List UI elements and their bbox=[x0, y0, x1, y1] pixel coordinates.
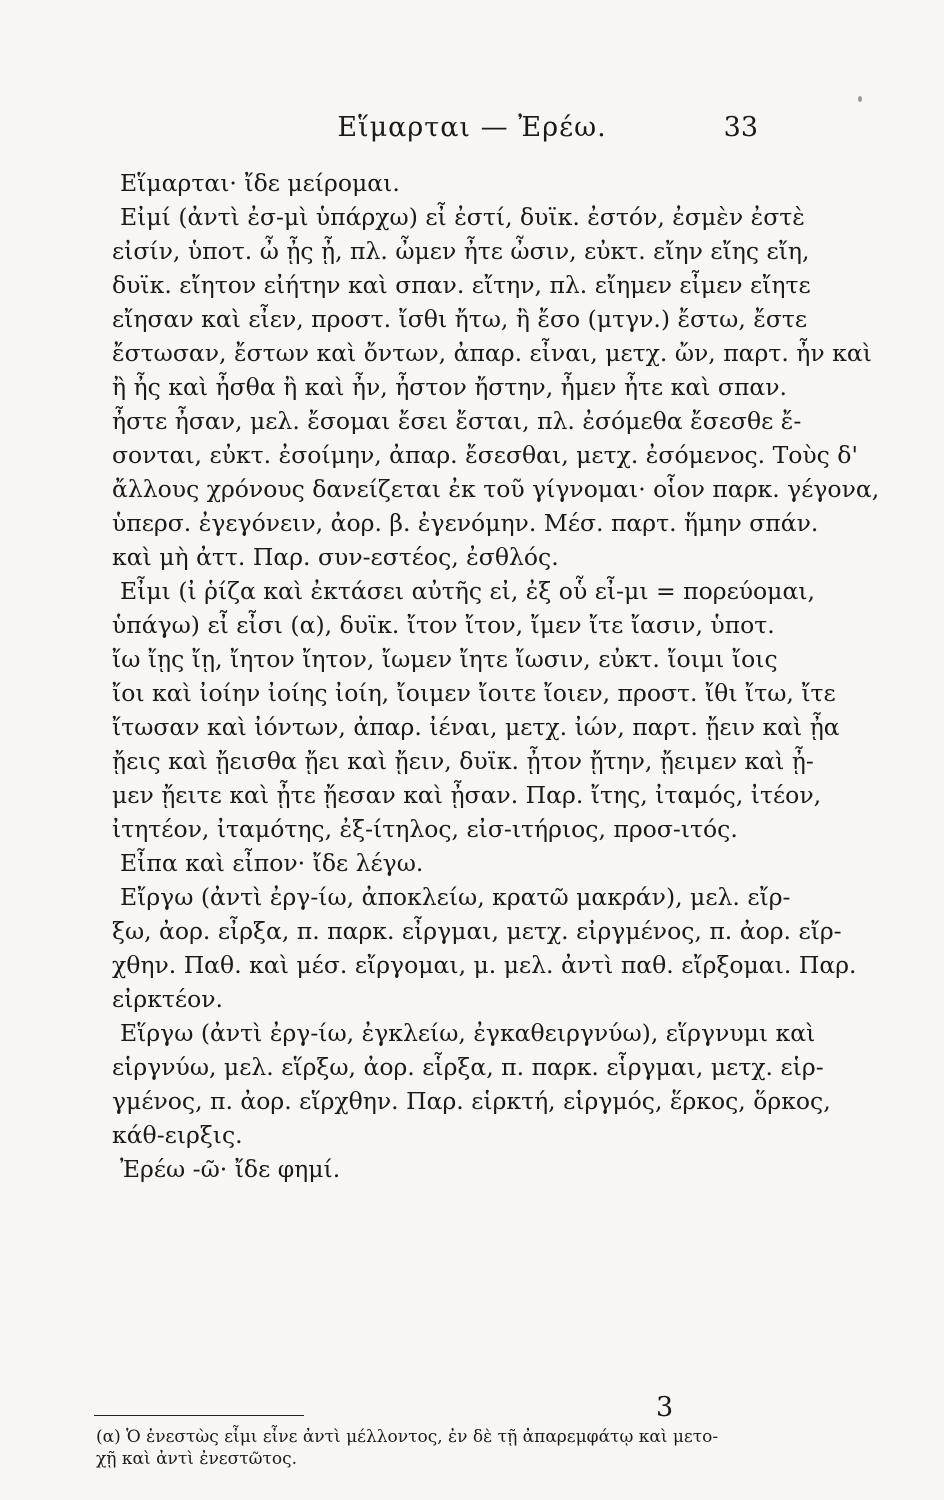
body-line: δυϊκ. εἴητον εἰήτην καὶ σπαν. εἴτην, πλ. εἴημεν εἶμεν εἴητε bbox=[112, 271, 811, 299]
body-line: εἰσίν, ὑποτ. ὦ ᾖς ᾖ, πλ. ὦμεν ἦτε ὦσιν, εὐκτ. εἴην εἴης εἴη, bbox=[112, 237, 810, 265]
body-line: Εἶμι (ἰ ῥίζα καὶ ἐκτάσει αὐτῆς εἰ, ἐξ οὗ εἶ-μι = πορεύομαι, bbox=[120, 577, 816, 605]
body-text bbox=[112, 166, 880, 1186]
body-line: εἱργνύω, μελ. εἵρξω, ἀορ. εἷρξα, π. παρκ. εἷργμαι, μετχ. εἱρ- bbox=[112, 1053, 824, 1081]
paper-speck bbox=[858, 96, 862, 102]
body-line: Εἶπα καὶ εἶπον· ἴδε λέγω. bbox=[120, 849, 424, 877]
body-line: Εἰμί (ἀντὶ ἐσ-μὶ ὑπάρχω) εἶ ἐστί, δυϊκ. ἐστόν, ἐσμὲν ἐστὲ bbox=[120, 203, 805, 231]
footnote bbox=[96, 1426, 768, 1470]
running-header-title: Εἵμαρται — Ἐρέω. bbox=[337, 112, 607, 143]
body-line: σονται, εὐκτ. ἐσοίμην, ἀπαρ. ἔσεσθαι, μετχ. ἐσόμενος. Τοὺς δ' bbox=[112, 441, 858, 469]
body-line: ἔστωσαν, ἔστων καὶ ὄντων, ἀπαρ. εἶναι, μετχ. ὤν, παρτ. ἦν καὶ bbox=[112, 339, 872, 367]
body-line: Εἵμαρται· ἴδε μείρομαι. bbox=[120, 169, 400, 197]
body-line: μεν ᾔειτε καὶ ᾖτε ᾔεσαν καὶ ᾖσαν. Παρ. ἴτης, ἰταμός, ἰτέον, bbox=[112, 781, 822, 809]
body-line: ἄλλους χρόνους δανείζεται ἐκ τοῦ γίγνομαι· οἷον παρκ. γέγονα, bbox=[112, 475, 880, 503]
body-line: ὑπερσ. ἐγεγόνειν, ἀορ. β. ἐγενόμην. Μέσ. παρτ. ἥμην σπάν. bbox=[112, 509, 819, 537]
body-line: ἴτωσαν καὶ ἰόντων, ἀπαρ. ἰέναι, μετχ. ἰών, παρτ. ᾔειν καὶ ᾖα bbox=[112, 713, 840, 741]
body-line: χθην. Παθ. καὶ μέσ. εἴργομαι, μ. μελ. ἀντὶ παθ. εἴρξομαι. Παρ. bbox=[112, 951, 857, 979]
body-line: ἴω ἴῃς ἴῃ, ἴητον ἴητον, ἴωμεν ἴητε ἴωσιν, εὐκτ. ἴοιμι ἴοις bbox=[112, 645, 778, 673]
body-line: κάθ-ειρξις. bbox=[112, 1121, 243, 1149]
footnote-line: χῇ καὶ ἀντὶ ἐνεστῶτος. bbox=[96, 1449, 298, 1469]
signature-mark: 3 bbox=[656, 1392, 674, 1423]
body-line: καὶ μὴ ἀττ. Παρ. συν-εστέος, ἐσθλός. bbox=[112, 543, 559, 571]
footnote-divider bbox=[94, 1415, 304, 1416]
footnote-line: (α) Ὁ ἐνεστὼς εἶμι εἶνε ἀντὶ μέλλοντος, ἐν δὲ τῇ ἀπαρεμφάτῳ καὶ μετο- bbox=[96, 1427, 719, 1447]
body-line: εἴησαν καὶ εἶεν, προστ. ἴσθι ἤτω, ἢ ἔσο (μτγν.) ἔστω, ἔστε bbox=[112, 305, 808, 333]
page-number: 33 bbox=[723, 112, 758, 143]
body-line: ξω, ἀορ. εἶρξα, π. παρκ. εἶργμαι, μετχ. εἰργμένος, π. ἀορ. εἴρ- bbox=[112, 917, 842, 945]
body-line: ἢ ἦς καὶ ἦσθα ἢ καὶ ἦν, ἦστον ἤστην, ἦμεν ἦτε καὶ σπαν. bbox=[112, 373, 788, 401]
body-line: ἴοι καὶ ἰοίην ἰοίης ἰοίη, ἴοιμεν ἴοιτε ἴοιεν, προστ. ἴθι ἴτω, ἴτε bbox=[112, 679, 836, 707]
body-line: ἰτητέον, ἰταμότης, ἐξ-ίτηλος, εἰσ-ιτήριος, προσ-ιτός. bbox=[112, 815, 738, 843]
body-line: γμένος, π. ἀορ. εἵρχθην. Παρ. εἱρκτή, εἱργμός, ἕρκος, ὅρκος, bbox=[112, 1087, 831, 1115]
body-line: ὑπάγω) εἶ εἶσι (α), δυϊκ. ἴτον ἴτον, ἴμεν ἴτε ἴασιν, ὑποτ. bbox=[112, 611, 775, 639]
body-line: ᾔεις καὶ ᾔεισθα ᾔει καὶ ᾔειν, δυϊκ. ᾖτον ᾔτην, ᾔειμεν καὶ ᾖ- bbox=[112, 747, 814, 775]
body-line: εἰρκτέον. bbox=[112, 985, 223, 1013]
body-line: Εἵργω (ἀντὶ ἐργ-ίω, ἐγκλείω, ἐγκαθειργνύω), εἵργνυμι καὶ bbox=[120, 1019, 816, 1047]
body-line: ἦστε ἦσαν, μελ. ἔσομαι ἔσει ἔσται, πλ. ἐσόμεθα ἔσεσθε ἔ- bbox=[112, 407, 802, 435]
body-line: Ἐρέω -ῶ· ἴδε φημί. bbox=[120, 1155, 341, 1183]
body-line: Εἴργω (ἀντὶ ἐργ-ίω, ἀποκλείω, κρατῶ μακράν), μελ. εἴρ- bbox=[120, 883, 791, 911]
